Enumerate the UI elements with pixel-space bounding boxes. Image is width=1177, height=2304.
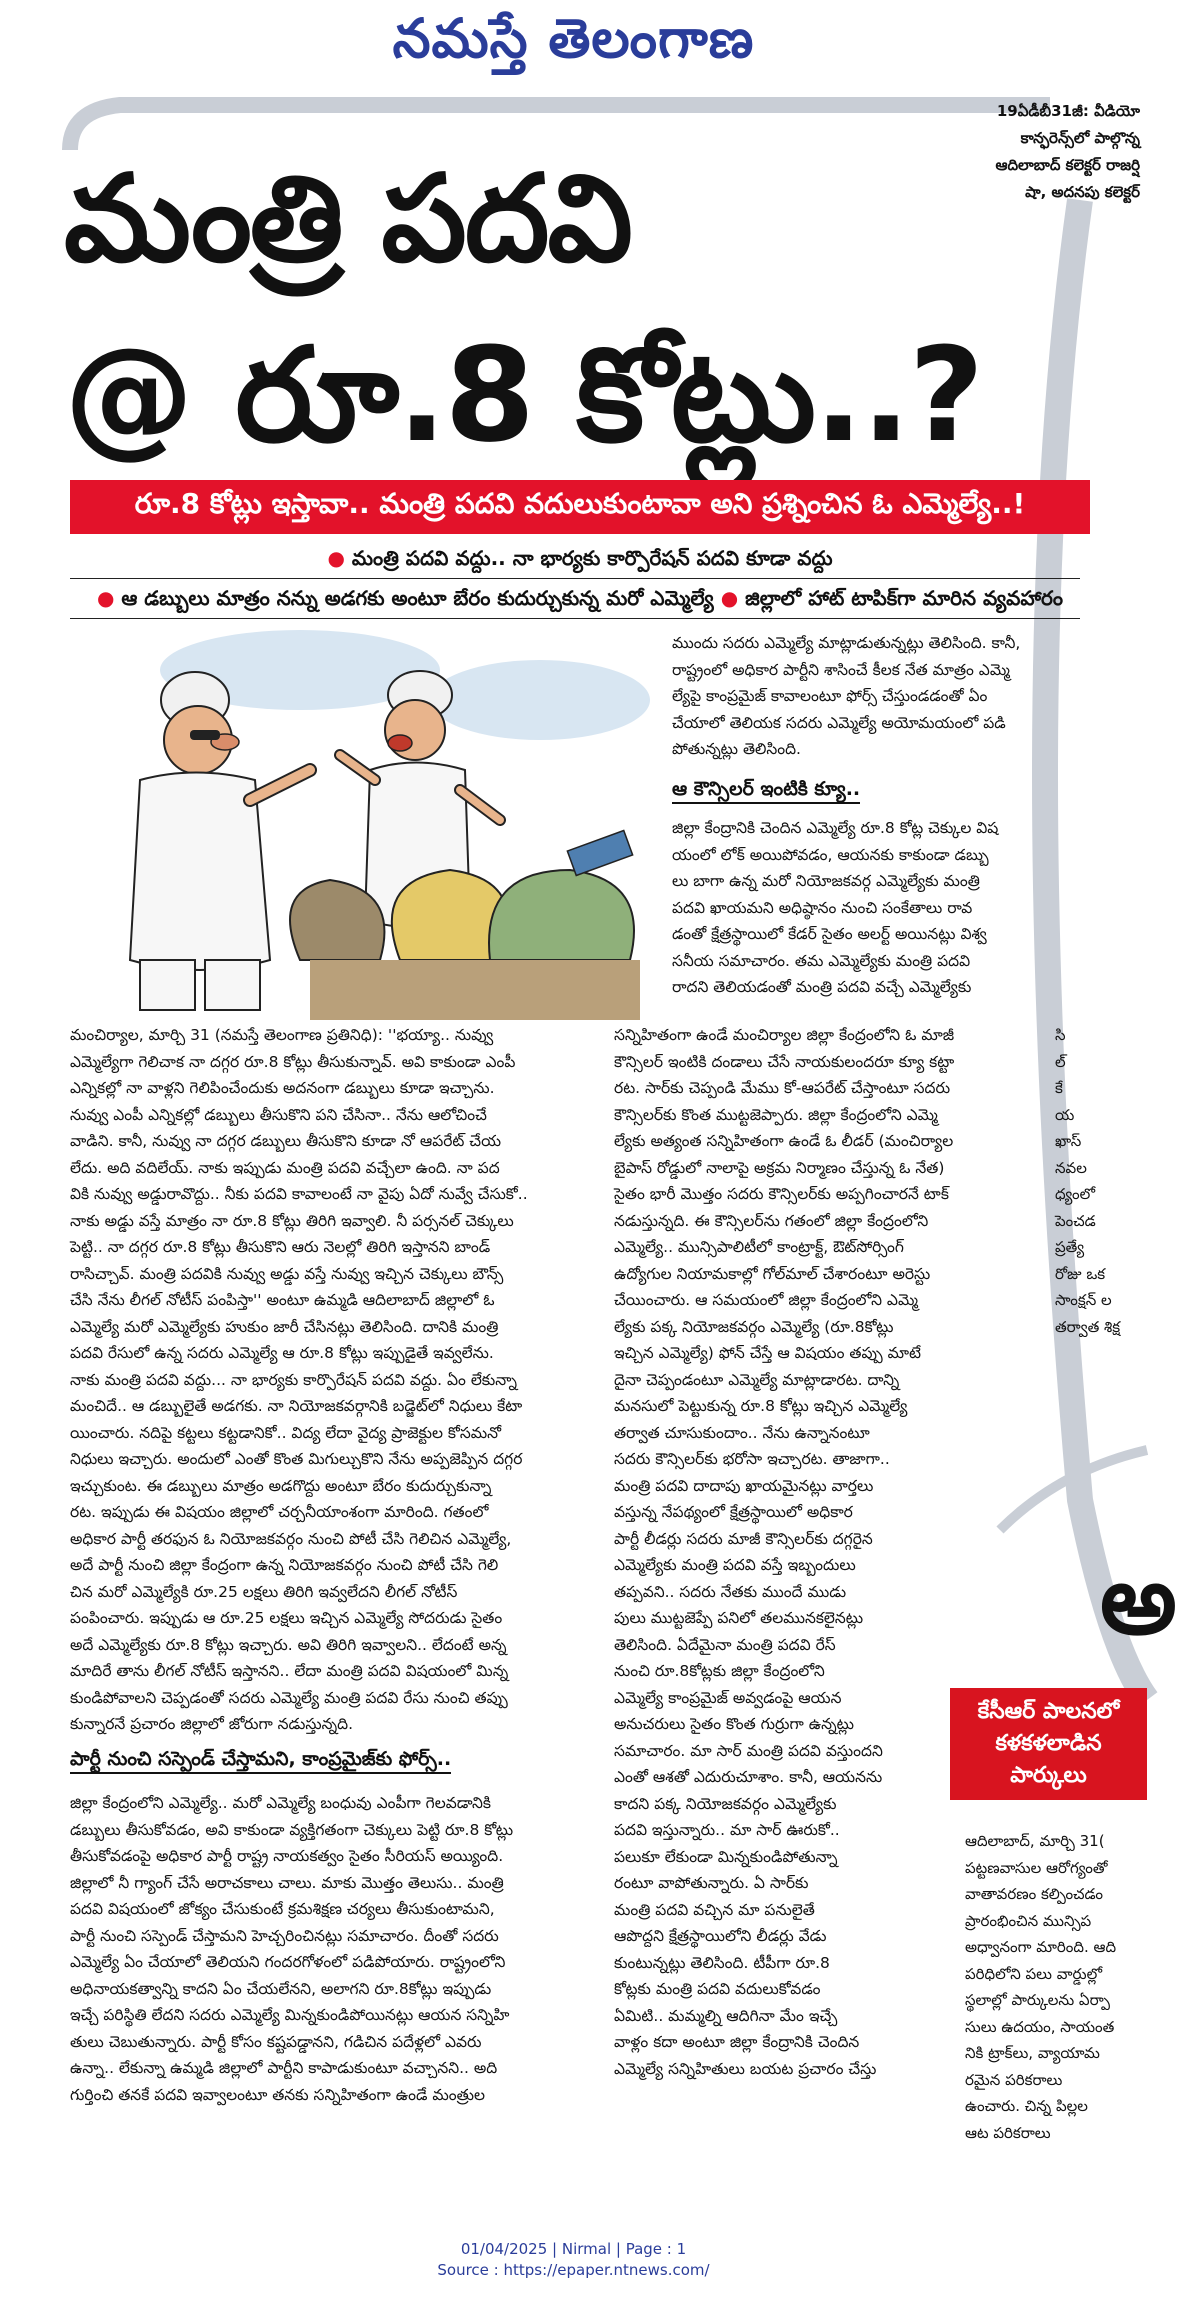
- text-line: యించారు. నదిపై కట్టలు కట్టడానికో.. విద్య లేదా వైద్య ప్రాజెక్టుల కోసమనో: [70, 1423, 502, 1442]
- text-line: అదే పార్టీ నుంచి జిల్లా కేంద్రంగా ఉన్న నియోజకవర్గం నుంచి పోటీ చేసి గెలి: [70, 1556, 499, 1574]
- text-line: చేయించారు. ఆ సమయంలో జిల్లా కేంద్రంలోని ఎమ్మె: [614, 1291, 918, 1309]
- article-column-left-bottom: [70, 1790, 594, 2108]
- adjacent-headline-fragment: అ: [1100, 1544, 1177, 1656]
- text-line: ఉన్నా.. లేకున్నా ఉమ్మడి జిల్లాలో పార్టీని కాపాడుకుంటూ వచ్చానని.. అది: [70, 2059, 498, 2077]
- text-line: పట్టణవాసుల ఆరోగ్యంతో: [965, 1858, 1108, 1877]
- text-line: సన్నిహితంగా ఉండే మంచిర్యాల జిల్లా కేంద్రంలోని ఓ మాజీ: [614, 1026, 955, 1044]
- text-line: సైతం భారీ మొత్తం సదరు కౌన్సిలర్‌కు అప్పగించారనే టాక్: [614, 1185, 949, 1203]
- text-line: జిల్లా కేంద్రంలోని ఎమ్మెల్యే.. మరో ఎమ్మెల్యే బంధువు ఎంపీగా గెలవడానికి: [70, 1794, 492, 1812]
- text-line: పంపించారు. ఇప్పుడు ఆ రూ.25 లక్షలు ఇచ్చిన ఎమ్మెల్యే సోదరుడు సైతం: [70, 1609, 503, 1627]
- text-line: కుంటున్నట్లు తెలిసింది. టీపీగా రూ.8: [614, 1953, 830, 1972]
- subhead-text: ఆ కౌన్సిలర్ ఇంటికి క్యూ..: [672, 778, 860, 804]
- subdeck-text: జిల్లాలో హాట్ టాపిక్‌గా మారిన వ్యవహారం: [745, 586, 1064, 610]
- text-line: చేసి నేను లీగల్ నోటీస్ పంపిస్తా'' అంటూ ఉమ్మడి ఆదిలాబాద్ జిల్లాలో ఓ: [70, 1291, 495, 1309]
- text-line: ముందు సదరు ఎమ్మెల్యే మాట్లాడుతున్నట్లు తెలిసింది. కానీ,: [672, 634, 1021, 652]
- text-line: ఇచ్చిన ఎమ్మెల్యే) ఫోన్ చేస్తే ఆ విషయం తప్పు మాటే: [614, 1344, 921, 1362]
- text-line: పార్టీ నుంచి సస్పెండ్ చేస్తామని హెచ్చరించినట్లు సమాచారం. దీంతో సదరు: [70, 1926, 499, 1945]
- bullet-icon: ●: [96, 586, 115, 610]
- text-line: ఆపొద్దని క్షేత్రస్థాయిలోని లీడర్లు వేడు: [614, 1927, 827, 1945]
- text-line: ఎమ్మెల్యే.. మున్సిపాలిటీలో కాంట్రాక్ట్, ఔట్‌సోర్సింగ్: [614, 1238, 904, 1256]
- adjacent-article-fragment: [1055, 1022, 1147, 1340]
- text-line: ఎమ్మెల్యేకు మంత్రి పదవి వస్తే ఇబ్బందులు: [614, 1556, 856, 1574]
- text-line: నాకు మంత్రి పదవి వద్దు... నా భార్యకు కార్పొరేషన్ పదవి వద్దు. ఏం లేకున్నా: [70, 1370, 518, 1389]
- text-line: మంచిదే.. ఆ డబ్బులైతే అడగకు. నా నియోజకవర్గానికి బడ్జెట్‌లో నిధులు కేటా: [70, 1397, 523, 1415]
- text-line: యంలో లోక్ అయిపోవడం, ఆయనకు కాకుండా డబ్బు: [672, 845, 989, 864]
- text-line: పెట్టి.. నా దగ్గర రూ.8 కోట్లు తీసుకొని ఆరు నెలల్లో తిరిగి ఇస్తానని బాండ్: [70, 1238, 491, 1256]
- text-line: ప్రారంభించిన మున్సిప: [965, 1911, 1092, 1930]
- text-line: అదే ఎమ్మెల్యేకు రూ.8 కోట్లు ఇచ్చారు. అవి తిరిగి ఇవ్వాలని.. లేదంటే అన్న: [70, 1635, 507, 1654]
- subhead-party: [70, 1748, 451, 1775]
- subdeck-text: మంత్రి పదవి వద్దు.. నా భార్యకు కార్పొరేషన్ పదవి కూడా వద్దు: [351, 546, 833, 570]
- text-line: నాకు అడ్డు వస్తే మాత్రం నా రూ.8 కోట్లు తిరిగి ఇవ్వాలి. నీ పర్సనల్ చెక్కులు: [70, 1211, 514, 1230]
- text-line: సమాచారం. మా సార్ మంత్రి పదవి వస్తుందని: [614, 1741, 883, 1760]
- text-line: సదరు కౌన్సిలర్‌కు భరోసా ఇచ్చారట. తాజాగా..: [614, 1450, 890, 1468]
- text-line: ఎమ్మెల్యేగా గెలిచాక నా దగ్గర రూ.8 కోట్లు తీసుకున్నావ్. అవి కాకుండా ఎంపీ: [70, 1052, 516, 1071]
- text-line: తప్పవని.. సదరు నేతకు ముందే ముడు: [614, 1582, 847, 1601]
- text-line: ధ్యంలో: [1055, 1185, 1096, 1203]
- text-line: మంత్రి పదవి వచ్చిన మా పనులైతే: [614, 1900, 815, 1919]
- text-line: ఏమిటి.. మమ్మల్ని ఆదిగినా మేం ఇచ్చే: [614, 2006, 838, 2025]
- caption-line: కాన్ఫరెన్స్‌లో పాల్గొన్న: [1020, 129, 1140, 147]
- text-line: తర్వాత చూసుకుందాం.. నేను ఉన్నానంటూ: [614, 1423, 870, 1442]
- headline-line-2: @ రూ.8 కోట్లు..?: [64, 319, 983, 471]
- text-line: సనీయ సమాచారం. తమ ఎమ్మెల్యేకు మంత్రి పదవి: [672, 951, 971, 970]
- text-line: పదవి ఖాయమని అధిష్ఠానం నుంచి సంకేతాలు రావ: [672, 898, 973, 917]
- cartoon-figures: [70, 630, 650, 1020]
- text-line: ల్: [1055, 1052, 1066, 1071]
- text-line: ఆదిలాబాద్, మార్చి 31(: [965, 1832, 1105, 1850]
- text-line: ప్రత్యే: [1055, 1238, 1085, 1256]
- text-line: వాళ్లం కదా అంటూ జిల్లా కేంద్రానికి చెందిన: [614, 2033, 860, 2051]
- text-line: నికి ట్రాక్‌లు, వ్యాయామ: [965, 2044, 1100, 2062]
- text-line: ఎమ్మెల్యే కాంప్రమైజ్ అవ్వడంపై ఆయన: [614, 1688, 842, 1707]
- subdeck-line-1: [70, 546, 1090, 575]
- text-line: అధికార పార్టీ తరఫున ఓ నియోజకవర్గం నుంచి పోటీ చేసి గెలిచిన ఎమ్మెల్యే,: [70, 1529, 512, 1548]
- text-line: ఇచ్చుకుంట. ఈ డబ్బులు మాత్రం అడగొద్దు అంటూ బేరం కుదుర్చుకున్నా: [70, 1476, 492, 1495]
- text-line: ల్యేకు పక్క నియోజకవర్గం ఎమ్మెల్యే (రూ.8కోట్లు: [614, 1317, 894, 1336]
- text-line: ఎంతో ఆశతో ఎదురుచూశాం. కానీ, ఆయనను: [614, 1768, 883, 1786]
- kicker-bar: [70, 480, 1090, 534]
- text-line: అధినాయకత్వాన్ని కాదని ఏం చేయలేనని, అలాగని రూ.8కోట్లు ఇప్పుడు: [70, 1979, 492, 1998]
- kicker-line: కేసీఆర్ పాలనలో: [977, 1699, 1120, 1724]
- text-line: లు బాగా ఉన్న మరో నియోజకవర్గ ఎమ్మెల్యేకు మంత్రి: [672, 872, 980, 890]
- text-line: కే: [1055, 1079, 1063, 1097]
- text-line: పదవి ఇస్తున్నారు.. మా సార్ ఊరుకో..: [614, 1821, 840, 1839]
- text-line: య: [1055, 1105, 1075, 1124]
- caption-line: 19ఏడీబీ31జీ: వీడియో: [996, 102, 1140, 120]
- text-line: రట. ఇప్పుడు ఈ విషయం జిల్లాలో చర్చనీయాంశంగా మారింది. గతంలో: [70, 1503, 489, 1521]
- text-line: కుండిపోవాలని చెప్పడంతో సదరు ఎమ్మెల్యే మంత్రి పదవి రేసు నుంచి తప్పు: [70, 1688, 508, 1707]
- article-column-right-top: [672, 630, 1084, 763]
- text-line: మనసులో పెట్టుకున్న రూ.8 కోట్లు ఇచ్చిన ఎమ్మెల్యే: [614, 1397, 908, 1415]
- text-line: ఎమ్మెల్యే మరో ఎమ్మెల్యేకు హుకుం జారీ చేసినట్లు తెలిసింది. దానికి మంత్రి: [70, 1317, 499, 1336]
- subdeck-text: ఆ డబ్బులు మాత్రం నన్ను అడగకు అంటూ బేరం కుదుర్చుకున్న మరో ఎమ్మెల్యే: [121, 586, 714, 610]
- text-line: పలుకూ లేకుండా మిన్నకుండిపోతున్నా: [614, 1847, 838, 1866]
- text-line: జిల్లా కేంద్రానికి చెందిన ఎమ్మెల్యే రూ.8 కోట్ల చెక్కుల విష: [672, 819, 999, 837]
- article-column-left: [70, 1022, 594, 1738]
- text-line: అధ్వానంగా మారింది. ఆది: [965, 1938, 1117, 1956]
- caption-line: షా, అదనపు కలెక్టర్: [1025, 183, 1140, 201]
- photo-caption-note: [900, 98, 1140, 206]
- text-line: రాష్ట్రంలో అధికార పార్టీని శాసించే కీలక నేత మాత్రం ఎమ్మె: [672, 660, 1010, 679]
- text-line: నిధులు ఇచ్చారు. అందులో ఎంతో కొంత మిగుల్చుకొని నేను అప్పజెప్పిన దగ్గర: [70, 1450, 523, 1468]
- kicker-line: కళకళలాడిన: [995, 1731, 1102, 1756]
- page-footer: [0, 2239, 1147, 2281]
- masthead-title: నమస్తే తెలంగాణ: [392, 6, 755, 70]
- text-line: ల్యేపై కాంప్రమైజ్ కావాలంటూ ఫోర్స్ చేస్తుండడంతో ఏం: [672, 687, 988, 705]
- text-line: స్థలాల్లో పార్కులను ఏర్పా: [965, 1991, 1111, 2009]
- text-line: నువ్వు ఎంపీ ఎన్నికల్లో డబ్బులు తీసుకొని పని చేసినా.. నేను ఆలోచించే: [70, 1105, 487, 1124]
- text-line: కాదని పక్క నియోజకవర్గం ఎమ్మెల్యేకు: [614, 1794, 837, 1813]
- text-line: రాదని తెలియడంతో మంత్రి పదవి వచ్చే ఎమ్మెల్యేకు: [672, 978, 972, 996]
- subhead-text: పార్టీ నుంచి సస్పెండ్ చేస్తామని, కాంప్రమైజ్‌కు ఫోర్స్..: [70, 1748, 451, 1774]
- article-column-right-mid: [672, 815, 1084, 1001]
- text-line: డబ్బులు తీసుకోవడం, అవి కాకుండా వ్యక్తిగతంగా చెక్కులు పెట్టి రూ.8 కోట్లు: [70, 1820, 514, 1839]
- bullet-icon: ●: [720, 586, 739, 610]
- text-line: గుర్తించి తనకే పదవి ఇవ్వాలంటూ తనకు సన్నిహితంగా ఉండే మంత్రుల: [70, 2085, 486, 2104]
- kicker-text: రూ.8 కోట్లు ఇస్తావా.. మంత్రి పదవి వదులుకుంటావా అని ప్రశ్నించిన ఓ ఎమ్మెల్యే..!: [134, 487, 1026, 520]
- text-line: కున్నారనే ప్రచారం జిల్లాలో జోరుగా నడుస్తున్నది.: [70, 1715, 353, 1733]
- masthead: [0, 6, 1147, 84]
- text-line: ఖాస్: [1055, 1132, 1082, 1150]
- subdeck-line-2: [70, 586, 1090, 615]
- text-line: పరిధిలోని పలు వార్డుల్లో: [965, 1964, 1103, 1983]
- divider: [70, 618, 1080, 619]
- text-line: ఉంచారు. చిన్న పిల్లల: [965, 2097, 1088, 2115]
- text-line: ఉద్యోగుల నియామకాల్లో గోల్‌మాల్ చేశారంటూ అరెస్టు: [614, 1264, 931, 1283]
- cartoon-illustration: [70, 630, 650, 1020]
- text-line: ఆట పరికరాలు: [965, 2123, 1051, 2142]
- subhead-councillor: [672, 778, 860, 805]
- text-line: రంటూ వాపోతున్నారు. ఏ సార్‌కు: [614, 1874, 809, 1892]
- text-line: ఎమ్మెల్యే ఏం చేయాలో తెలియని గందరగోళంలో పడిపోయారు. రాష్ట్రంలోని: [70, 1953, 506, 1971]
- text-line: లేదు. అది వదిలేయ్. నాకు ఇప్పుడు మంత్రి పదవి వచ్చేలా ఉంది. నా పద: [70, 1158, 500, 1177]
- text-line: కౌన్సిలర్‌కు కొంత ముట్టజెప్పారు. జిల్లా కేంద్రంలోని ఎమ్మె: [614, 1105, 938, 1124]
- adjacent-article-body: [965, 1828, 1147, 2146]
- text-line: కౌన్సిలర్ ఇంటికి దండాలు చేసే నాయకులందరూ క్యూ కట్టా: [614, 1052, 955, 1071]
- text-line: అనుచరులు సైతం కొంత గుర్రుగా ఉన్నట్లు: [614, 1715, 854, 1733]
- text-line: పదవి విషయంలో జోక్యం చేసుకుంటే క్రమశిక్షణ చర్యలు తీసుకుంటామని,: [70, 1900, 495, 1918]
- text-line: పార్టీ లీడర్లు సదరు మాజీ కౌన్సిలర్‌కు దగ్గరైన: [614, 1529, 873, 1548]
- footer-source-link[interactable]: Source : https://epaper.ntnews.com/: [437, 2261, 710, 2279]
- text-line: దైనా చెప్పండంటూ ఎమ్మెల్యే మాట్లాడారట. దాన్ని: [614, 1370, 900, 1389]
- text-line: మంచిర్యాల, మార్చి 31 (నమస్తే తెలంగాణ ప్రతినిధి): ''భయ్యా.. నువ్వు: [70, 1026, 494, 1044]
- text-line: పులు ముట్టజెప్పే పనిలో తలమునకలైనట్లు: [614, 1609, 864, 1627]
- footer-edition: 01/04/2025 | Nirmal | Page : 1: [460, 2240, 687, 2258]
- text-line: నుంచి రూ.8కోట్లకు జిల్లా కేంద్రంలోని: [614, 1662, 825, 1680]
- kicker-line: పార్కులు: [1010, 1763, 1087, 1788]
- text-line: రోజు ఒక: [1055, 1264, 1106, 1283]
- caption-line: ఆదిలాబాద్ కలెక్టర్ రాజర్షి: [995, 156, 1140, 174]
- text-line: సాంక్షన్ ల: [1055, 1291, 1112, 1309]
- text-line: రట. సార్‌కు చెప్పండి మేము కో-ఆపరేట్ చేస్తాంటూ సదరు: [614, 1079, 951, 1097]
- bullet-icon: ●: [327, 546, 345, 570]
- text-line: ఎమ్మెల్యే సన్నిహితులు బయట ప్రచారం చేస్తు: [614, 2059, 877, 2078]
- text-line: ల్యేకు అత్యంత సన్నిహితంగా ఉండే ఓ లీడర్ (మంచిర్యాల: [614, 1132, 954, 1150]
- text-line: మాదిరే తాను లీగల్ నోటీస్ ఇస్తానని.. లేదా మంత్రి పదవి విషయంలో మిన్న: [70, 1662, 509, 1680]
- text-line: చేయాలో తెలియక సదరు ఎమ్మెల్యే అయోమయంలో పడి: [672, 713, 1006, 732]
- text-line: చిన మరో ఎమ్మెల్యేకి రూ.25 లక్షలు తిరిగి ఇవ్వలేదని లీగల్ నోటీస్: [70, 1582, 458, 1601]
- text-line: రమైన పరికరాలు: [965, 2070, 1063, 2089]
- text-line: కోట్లకు మంత్రి పదవి వదులుకోవడం: [614, 1980, 821, 1998]
- headline-line-1: మంత్రి పదవి: [64, 150, 631, 289]
- adjacent-kicker-box: [950, 1688, 1147, 1800]
- text-line: తర్వాత శిక్ష: [1055, 1317, 1121, 1336]
- text-line: తెలిసింది. ఏదేమైనా మంత్రి పదవి రేస్: [614, 1635, 836, 1654]
- text-line: డంతో క్షేత్రస్థాయిలో కేడర్ సైతం అలర్ట్ అయినట్లు విశ్వ: [672, 925, 987, 943]
- text-line: నడుస్తున్నది. ఈ కౌన్సిలర్‌ను గతంలో జిల్లా కేంద్రంలోని: [614, 1211, 929, 1230]
- text-line: ఎన్నికల్లో నా వాళ్లని గెలిపించేందుకు అదనంగా డబ్బులు కూడా ఇచ్చాను.: [70, 1079, 495, 1097]
- text-line: పెంచడ: [1055, 1211, 1096, 1230]
- text-line: వికి నువ్వు అడ్డురావొద్దు.. నీకు పదవి కావాలంటే నా వైపు ఏదో నువ్వే చేసుకో..: [70, 1185, 528, 1203]
- text-line: వాతావరణం కల్పించడం: [965, 1885, 1104, 1903]
- text-line: బైపాస్ రోడ్డులో నాలాపై అక్రమ నిర్మాణం చేస్తున్న ఓ నేత): [614, 1158, 945, 1177]
- text-line: జిల్లాలో నీ గ్యాంగ్ చేసే అరాచకాలు చాలు. మాకు మొత్తం తెలుసు.. మంత్రి: [70, 1873, 504, 1892]
- text-line: వాడిని. కానీ, నువ్వు నా దగ్గర డబ్బులు తీసుకొని కూడా నో ఆపరేట్ చేయ: [70, 1132, 502, 1150]
- text-line: తులు చెబుతున్నారు. పార్టీ కోసం కష్టపడ్డానని, గడిచిన పదేళ్లలో ఎవరు: [70, 2032, 482, 2051]
- text-line: ఇచ్చే పరిస్థితి లేదని సదరు ఎమ్మెల్యే మిన్నకుండిపోయినట్లు ఆయన సన్నిహి: [70, 2006, 510, 2024]
- text-line: తీసుకోవడంపై అధికార పార్టీ రాష్ట్ర నాయకత్వం సైతం సీరియస్ అయ్యింది.: [70, 1847, 504, 1865]
- text-line: సులు ఉదయం, సాయంత: [965, 2017, 1115, 2036]
- text-line: పదవి రేసులో ఉన్న సదరు ఎమ్మెల్యే ఆ రూ.8 కోట్లు ఇప్పుడైతే ఇవ్వలేను.: [70, 1344, 494, 1362]
- text-line: వస్తున్న నేపథ్యంలో క్షేత్రస్థాయిలో అధికార: [614, 1503, 853, 1521]
- text-line: రాసిచ్చావ్. మంత్రి పదవికి నువ్వు అడ్డు వస్తే నువ్వు ఇచ్చిన చెక్కులు బౌన్స్: [70, 1264, 504, 1283]
- text-line: మంత్రి పదవి దాదాపు ఖాయమైనట్లు వార్తలు: [614, 1476, 874, 1495]
- text-line: పోతున్నట్లు తెలిసింది.: [672, 740, 801, 758]
- text-line: నవల: [1055, 1158, 1087, 1177]
- divider: [70, 578, 1080, 579]
- text-line: సి: [1055, 1026, 1066, 1044]
